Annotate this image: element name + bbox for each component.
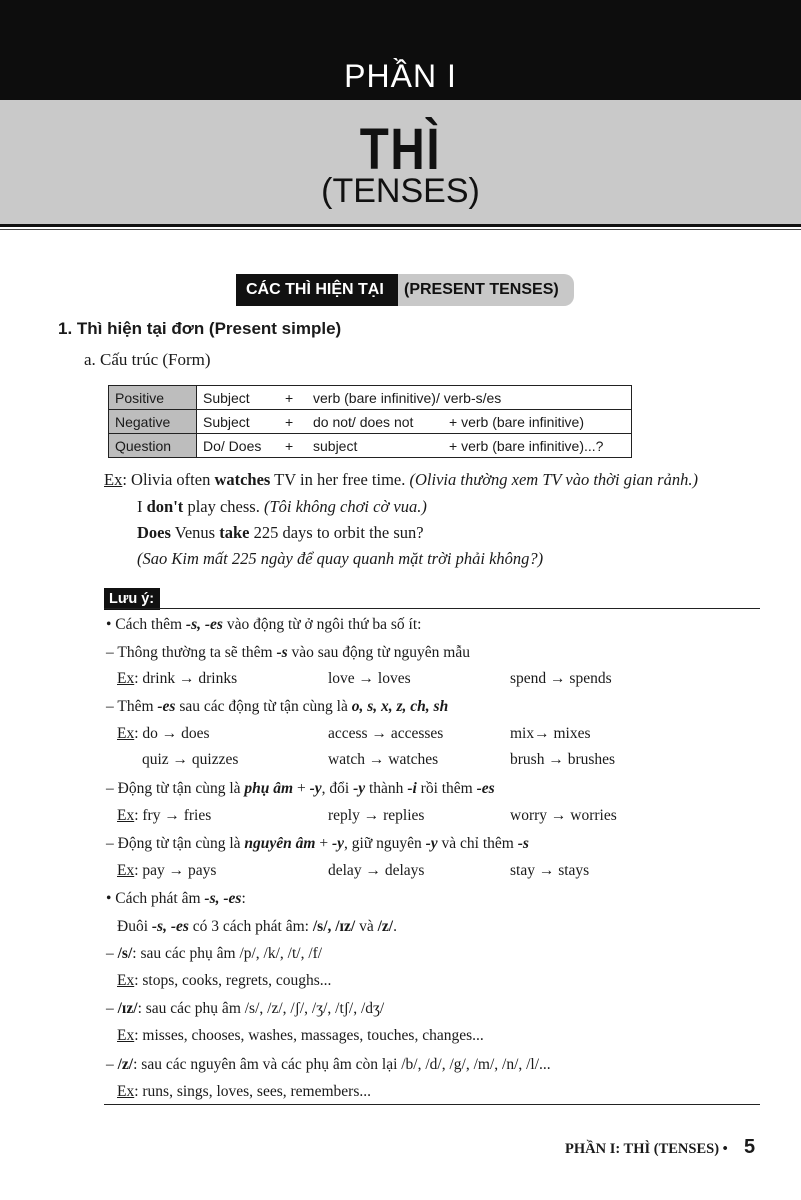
text: -y [331, 835, 345, 852]
note-example [117, 862, 216, 880]
note-bottom-rule [104, 1104, 760, 1105]
ex-label: Ex [104, 470, 123, 489]
note-example: worry → worries [510, 807, 617, 824]
note-example: quiz → quizzes [142, 751, 239, 768]
row-body [197, 410, 632, 434]
note-example: spend → spends [510, 670, 612, 687]
note-example: delay → delays [328, 862, 425, 879]
section-banner-subtitle: (PRESENT TENSES) [404, 281, 559, 298]
note-tag-label: Lưu ý: [109, 591, 155, 607]
cell-subject: Do/ Does [203, 437, 262, 454]
page-title: THÌ [359, 117, 442, 182]
example-line [137, 523, 424, 543]
text: – Thêm [106, 698, 158, 715]
text: watches [214, 470, 271, 489]
note-rule-line [106, 780, 495, 798]
note-example [117, 972, 331, 990]
text: : sau các nguyên âm và các phụ âm còn lại /b/, /d/, /g/, /m/, /n/, /l/... [133, 1056, 551, 1073]
text: rồi thêm [416, 780, 477, 797]
row-label: Question [109, 434, 197, 458]
text: : sau các phụ âm /s/, /z/, /ʃ/, /ʒ/, /tʃ/, /dʒ/ [137, 1000, 385, 1017]
text: : sau các phụ âm /p/, /k/, /t/, /f/ [132, 945, 323, 962]
note-example: stay → stays [510, 862, 590, 879]
note-example: mix→ mixes [510, 725, 591, 742]
text: -y [309, 780, 322, 797]
translation: (Tôi không chơi cờ vua.) [263, 497, 427, 516]
cell-plus: + [285, 413, 294, 430]
text: – [106, 945, 118, 962]
footer-running-title: PHẦN I: THÌ (TENSES) • [565, 1141, 728, 1157]
note-example: watch → watches [328, 751, 439, 768]
text: /s/ [117, 945, 133, 962]
table-row [109, 434, 632, 458]
section-heading: 1. Thì hiện tại đơn (Present simple) [58, 319, 342, 338]
text: • Cách phát âm [106, 890, 205, 907]
cell-verb: do not/ does not [313, 413, 414, 430]
text: : misses, chooses, washes, massages, touches, changes... [134, 1027, 484, 1044]
text: : Olivia often [122, 470, 215, 489]
text: take [219, 523, 250, 542]
text: – Động từ tận cùng là [106, 780, 245, 797]
header-rule-thin [0, 229, 801, 230]
ex-label: Ex [117, 862, 135, 879]
cell-verb-tail: + verb (bare infinitive) [449, 413, 585, 430]
text: /z/ [117, 1056, 134, 1073]
cell-verb: verb (bare infinitive)/ verb-s/es [313, 389, 502, 406]
text: play chess. [183, 497, 264, 516]
text: I [137, 497, 147, 516]
text: – [106, 1056, 118, 1073]
note-rule-line [106, 1056, 551, 1074]
page-number: 5 [744, 1136, 756, 1158]
text: và chỉ thêm [437, 835, 518, 852]
text: thành [365, 780, 408, 797]
cell-verb: subject [313, 437, 358, 454]
example-line [137, 497, 427, 517]
note-text [117, 918, 397, 936]
translation: (Sao Kim mất 225 ngày để quay quanh mặt trời phải không?) [137, 549, 544, 568]
note-rule-line [106, 644, 470, 662]
text: vào động từ ở ngôi thứ ba số ít: [222, 616, 422, 633]
text: nguyên âm [244, 835, 316, 852]
note-example [117, 1083, 371, 1101]
translation: (Olivia thường xem TV vào thời gian rảnh.) [409, 470, 698, 489]
text: /s/, /ɪz/ [312, 918, 356, 935]
text: – [106, 1000, 118, 1017]
note-example: love → loves [328, 670, 411, 687]
cell-plus: + [285, 437, 294, 454]
text: -y [425, 835, 438, 852]
row-body [197, 386, 632, 410]
text: /z/ [377, 918, 394, 935]
note-example: reply → replies [328, 807, 425, 824]
text: 225 days to orbit the sun? [249, 523, 424, 542]
cell-verb-tail: + verb (bare infinitive)...? [449, 437, 604, 454]
text: Venus [170, 523, 220, 542]
ex-label: Ex [117, 972, 135, 989]
cell-subject: Subject [203, 389, 250, 406]
text: • Cách thêm [106, 616, 186, 633]
text: . [393, 918, 397, 935]
text: : stops, cooks, regrets, coughs... [134, 972, 332, 989]
text: -s, -es [151, 918, 189, 935]
note-rule-line [106, 835, 529, 853]
note-example [117, 725, 210, 743]
text: + [293, 780, 310, 797]
ex-label: Ex [117, 1083, 135, 1100]
section-banner-title: CÁC THÌ HIỆN TẠI [246, 281, 384, 298]
note-rule-line [106, 1000, 384, 1018]
table-row [109, 410, 632, 434]
text: -s, -es [185, 616, 223, 633]
ex-label: Ex [117, 670, 135, 687]
text: phụ âm [244, 780, 294, 797]
row-label: Positive [109, 386, 197, 410]
text: -i [407, 780, 417, 797]
text: -s [276, 644, 288, 661]
text: o, s, x, z, ch, sh [351, 698, 449, 715]
text: -y [353, 780, 366, 797]
example-line [104, 470, 698, 490]
text: – Thông thường ta sẽ thêm [106, 644, 277, 661]
text: : do → does [134, 725, 210, 742]
text: /ɪz/ [117, 1000, 138, 1017]
text: : fry → fries [134, 807, 212, 824]
part-label: PHẦN I [344, 58, 457, 94]
text: Does [137, 523, 171, 542]
text: -es [476, 780, 495, 797]
note-example: access → accesses [328, 725, 444, 742]
text: , đổi [321, 780, 354, 797]
text: Đuôi [117, 918, 152, 935]
example-line [137, 549, 543, 569]
text: -s, -es [204, 890, 242, 907]
subsection-heading: a. Cấu trúc (Form) [84, 350, 211, 369]
text: có 3 cách phát âm: [188, 918, 313, 935]
note-example [117, 670, 237, 688]
text: vào sau động từ nguyên mẫu [287, 644, 470, 661]
page-subtitle: (TENSES) [321, 172, 480, 210]
note-example [117, 1027, 484, 1045]
text: : pay → pays [134, 862, 217, 879]
text: : runs, sings, loves, sees, remembers... [134, 1083, 371, 1100]
text: : [241, 890, 246, 907]
text: và [355, 918, 378, 935]
ex-label: Ex [117, 725, 135, 742]
text: : drink → drinks [134, 670, 238, 687]
text: -s [517, 835, 529, 852]
note-rule-line [106, 945, 322, 963]
text: -es [157, 698, 176, 715]
note-rule-line [106, 698, 448, 716]
form-table [108, 385, 632, 458]
note-bullet [106, 890, 246, 908]
ex-label: Ex [117, 1027, 135, 1044]
row-body [197, 434, 632, 458]
note-example [117, 807, 211, 825]
cell-plus: + [285, 389, 294, 406]
note-example: brush → brushes [510, 751, 616, 768]
row-label: Negative [109, 410, 197, 434]
cell-subject: Subject [203, 413, 250, 430]
note-bullet [106, 616, 421, 634]
text: TV in her free time. [270, 470, 410, 489]
text: don't [146, 497, 184, 516]
text: , giữ nguyên [344, 835, 426, 852]
text: sau các động từ tận cùng là [175, 698, 352, 715]
text: + [315, 835, 332, 852]
ex-label: Ex [117, 807, 135, 824]
header-rule [0, 224, 801, 227]
note-rule [104, 608, 760, 609]
text: – Động từ tận cùng là [106, 835, 245, 852]
table-row [109, 386, 632, 410]
